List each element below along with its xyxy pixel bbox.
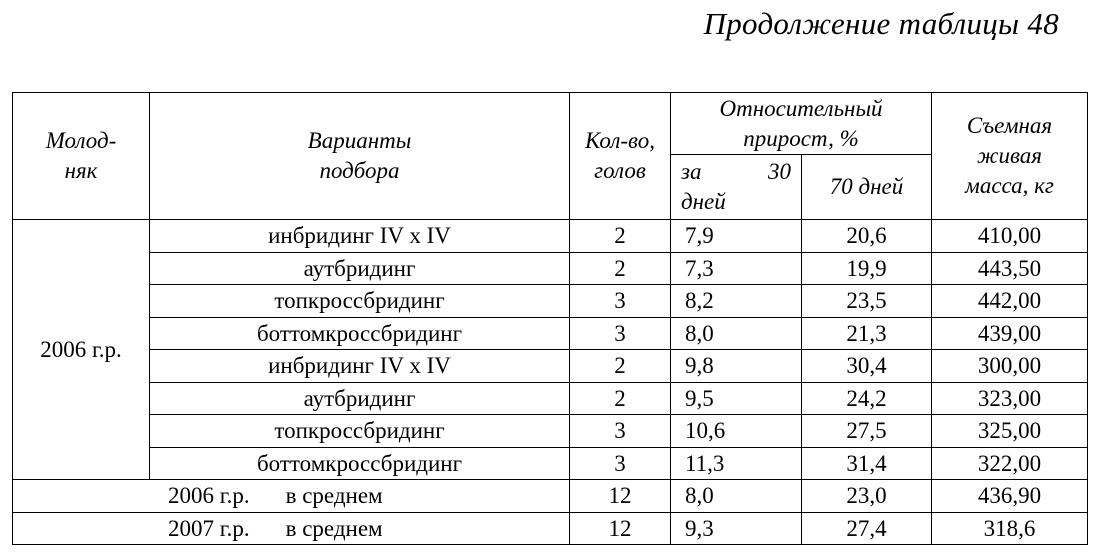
header-growth-30-num: 30 <box>768 159 791 184</box>
cell-variant: боттомкроссбридинг <box>150 447 570 480</box>
cell-mass: 300,00 <box>932 350 1088 383</box>
cell-count: 3 <box>570 447 671 480</box>
cell-growth-70: 21,3 <box>802 317 932 350</box>
cell-mass: 318,6 <box>932 512 1088 545</box>
table-row <box>13 220 1088 253</box>
summary-row <box>13 480 1088 513</box>
table-row <box>13 252 1088 285</box>
cell-growth-70: 20,6 <box>802 220 932 253</box>
cell-mass: 443,50 <box>932 252 1088 285</box>
header-count <box>570 93 671 220</box>
cell-growth-30: 9,5 <box>671 382 802 415</box>
cell-growth-30: 7,3 <box>671 252 802 285</box>
cell-count: 3 <box>570 415 671 448</box>
summary-average: в среднем <box>285 515 383 541</box>
summary-label <box>13 480 570 513</box>
cell-growth-70: 30,4 <box>802 350 932 383</box>
header-mass-text: Съемная живая масса, кг <box>965 113 1054 198</box>
cell-growth-70: 27,4 <box>802 512 932 545</box>
header-growth-70: 70 дней <box>802 155 932 220</box>
cell-count: 2 <box>570 382 671 415</box>
cell-growth-70: 27,5 <box>802 415 932 448</box>
header-mass <box>932 93 1088 220</box>
cell-mass: 323,00 <box>932 382 1088 415</box>
cell-variant: боттомкроссбридинг <box>150 317 570 350</box>
cell-growth-30: 10,6 <box>671 415 802 448</box>
cell-count: 12 <box>570 512 671 545</box>
cell-variant: инбридинг IV х IV <box>150 220 570 253</box>
cell-growth-70: 23,5 <box>802 285 932 318</box>
cell-growth-70: 31,4 <box>802 447 932 480</box>
cell-growth-30: 11,3 <box>671 447 802 480</box>
header-group-text: Молод- няк <box>45 128 117 183</box>
cell-variant: аутбридинг <box>150 252 570 285</box>
cell-count: 3 <box>570 317 671 350</box>
header-growth-30-za: за <box>681 159 702 184</box>
summary-label <box>13 512 570 545</box>
header-variant-text: Варианты подбора <box>307 128 412 183</box>
cell-mass: 439,00 <box>932 317 1088 350</box>
cell-growth-30: 9,3 <box>671 512 802 545</box>
header-growth-text: Относительный прирост, % <box>719 95 883 151</box>
cell-count: 3 <box>570 285 671 318</box>
cell-mass: 436,90 <box>932 480 1088 513</box>
cell-mass: 325,00 <box>932 415 1088 448</box>
cell-growth-70: 23,0 <box>802 480 932 513</box>
cell-growth-70: 19,9 <box>802 252 932 285</box>
cell-variant: аутбридинг <box>150 382 570 415</box>
data-table <box>12 92 1088 545</box>
cell-variant: топкроссбридинг <box>150 415 570 448</box>
cell-mass: 410,00 <box>932 220 1088 253</box>
summary-year: 2006 г.р. <box>168 483 250 509</box>
table-row <box>13 415 1088 448</box>
cell-growth-70: 24,2 <box>802 382 932 415</box>
cell-growth-30: 8,2 <box>671 285 802 318</box>
summary-average: в среднем <box>285 483 383 509</box>
cell-growth-30: 7,9 <box>671 220 802 253</box>
header-count-text: Кол-во, голов <box>585 128 655 183</box>
cell-count: 2 <box>570 220 671 253</box>
header-growth-30 <box>671 155 802 220</box>
table-row <box>13 285 1088 318</box>
header-variant <box>150 93 570 220</box>
table-row <box>13 317 1088 350</box>
header-growth-30-days: дней <box>681 189 726 214</box>
cell-variant: топкроссбридинг <box>150 285 570 318</box>
header-group <box>13 93 150 220</box>
summary-row <box>13 512 1088 545</box>
cell-growth-30: 9,8 <box>671 350 802 383</box>
summary-year: 2007 г.р. <box>168 515 250 541</box>
header-growth <box>671 93 932 155</box>
cell-count: 2 <box>570 350 671 383</box>
table-row <box>13 447 1088 480</box>
cell-count: 2 <box>570 252 671 285</box>
cell-count: 12 <box>570 480 671 513</box>
cell-mass: 322,00 <box>932 447 1088 480</box>
cell-variant: инбридинг IV х IV <box>150 350 570 383</box>
table-row <box>13 350 1088 383</box>
cell-growth-30: 8,0 <box>671 480 802 513</box>
table-caption: Продолжение таблицы 48 <box>703 6 1059 41</box>
cell-mass: 442,00 <box>932 285 1088 318</box>
cell-growth-30: 8,0 <box>671 317 802 350</box>
table-row <box>13 382 1088 415</box>
group-label: 2006 г.р. <box>13 220 150 480</box>
